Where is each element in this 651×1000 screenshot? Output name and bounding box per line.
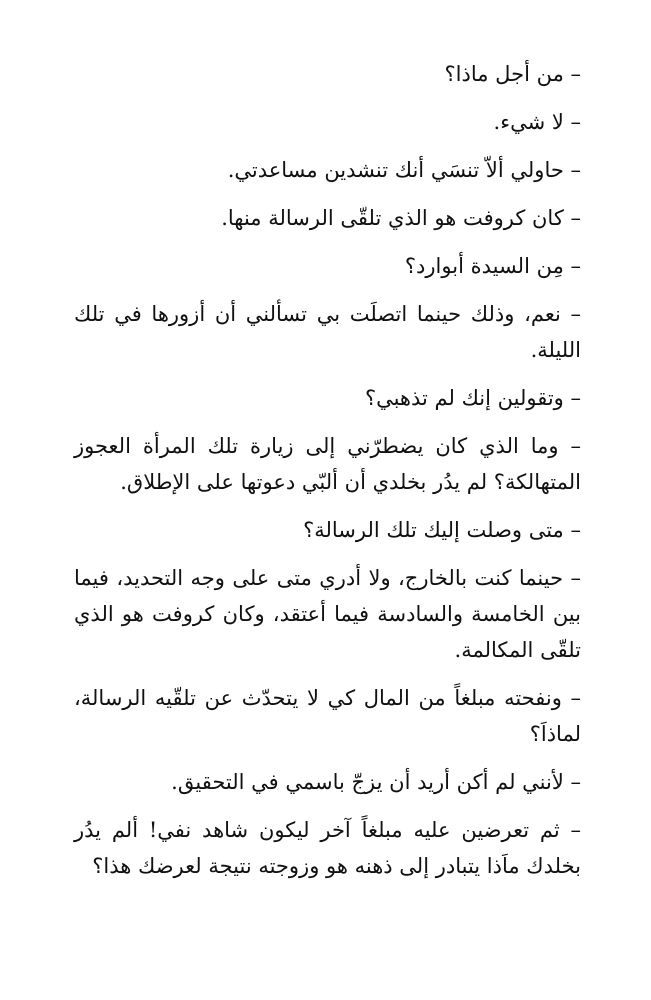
dialogue-line-4: – كان كروفت هو الذي تلقّى الرسالة منها. bbox=[221, 206, 581, 230]
dialogue-line-10: – حينما كنت بالخارج، ولا أدري متى على وجه التحديد، فيما بين الخامسة والسادسة فيما أعتقد، وكان كروفت هو الذي تلقّى المكالمة. bbox=[74, 566, 581, 662]
dialogue-line-7: – وتقولين إنك لم تذهبي؟ bbox=[364, 386, 581, 410]
dialogue-line-9: – متى وصلت إليك تلك الرسالة؟ bbox=[303, 518, 581, 542]
dialogue-line-8: – وما الذي كان يضطرّني إلى زيارة تلك المرأة العجوز المتهالكة؟ لم يدُر بخلدي أن ألبّي دعوتها على الإطلاق. bbox=[74, 434, 581, 494]
dialogue-line-3: – حاولي ألاّ تنسَي أنك تنشدين مساعدتي. bbox=[227, 158, 581, 182]
dialogue-line-2: – لا شيء. bbox=[493, 110, 581, 134]
dialogue-line-12: – لأنني لم أكن أريد أن يزجّ باسمي في التحقيق. bbox=[171, 770, 581, 794]
dialogue-line-1: – من أجل ماذا؟ bbox=[444, 62, 581, 86]
dialogue-line-11: – ونفحته مبلغاً من المال كي لا يتحدّث عن تلقّيه الرسالة، لماذاَ؟ bbox=[74, 686, 581, 746]
dialogue-line-5: – مِن السيدة أبوارد؟ bbox=[404, 254, 581, 278]
dialogue-line-6: – نعم، وذلك حينما اتصلَت بي تسألني أن أزورها في تلك الليلة. bbox=[74, 302, 581, 362]
dialogue-line-13: – ثم تعرضين عليه مبلغاً آخر ليكون شاهد نفي! ألم يدُر بخلدك ماَذا يتبادر إلى ذهنه هو وزوجته نتيجة لعرضك هذا؟ bbox=[74, 818, 581, 878]
